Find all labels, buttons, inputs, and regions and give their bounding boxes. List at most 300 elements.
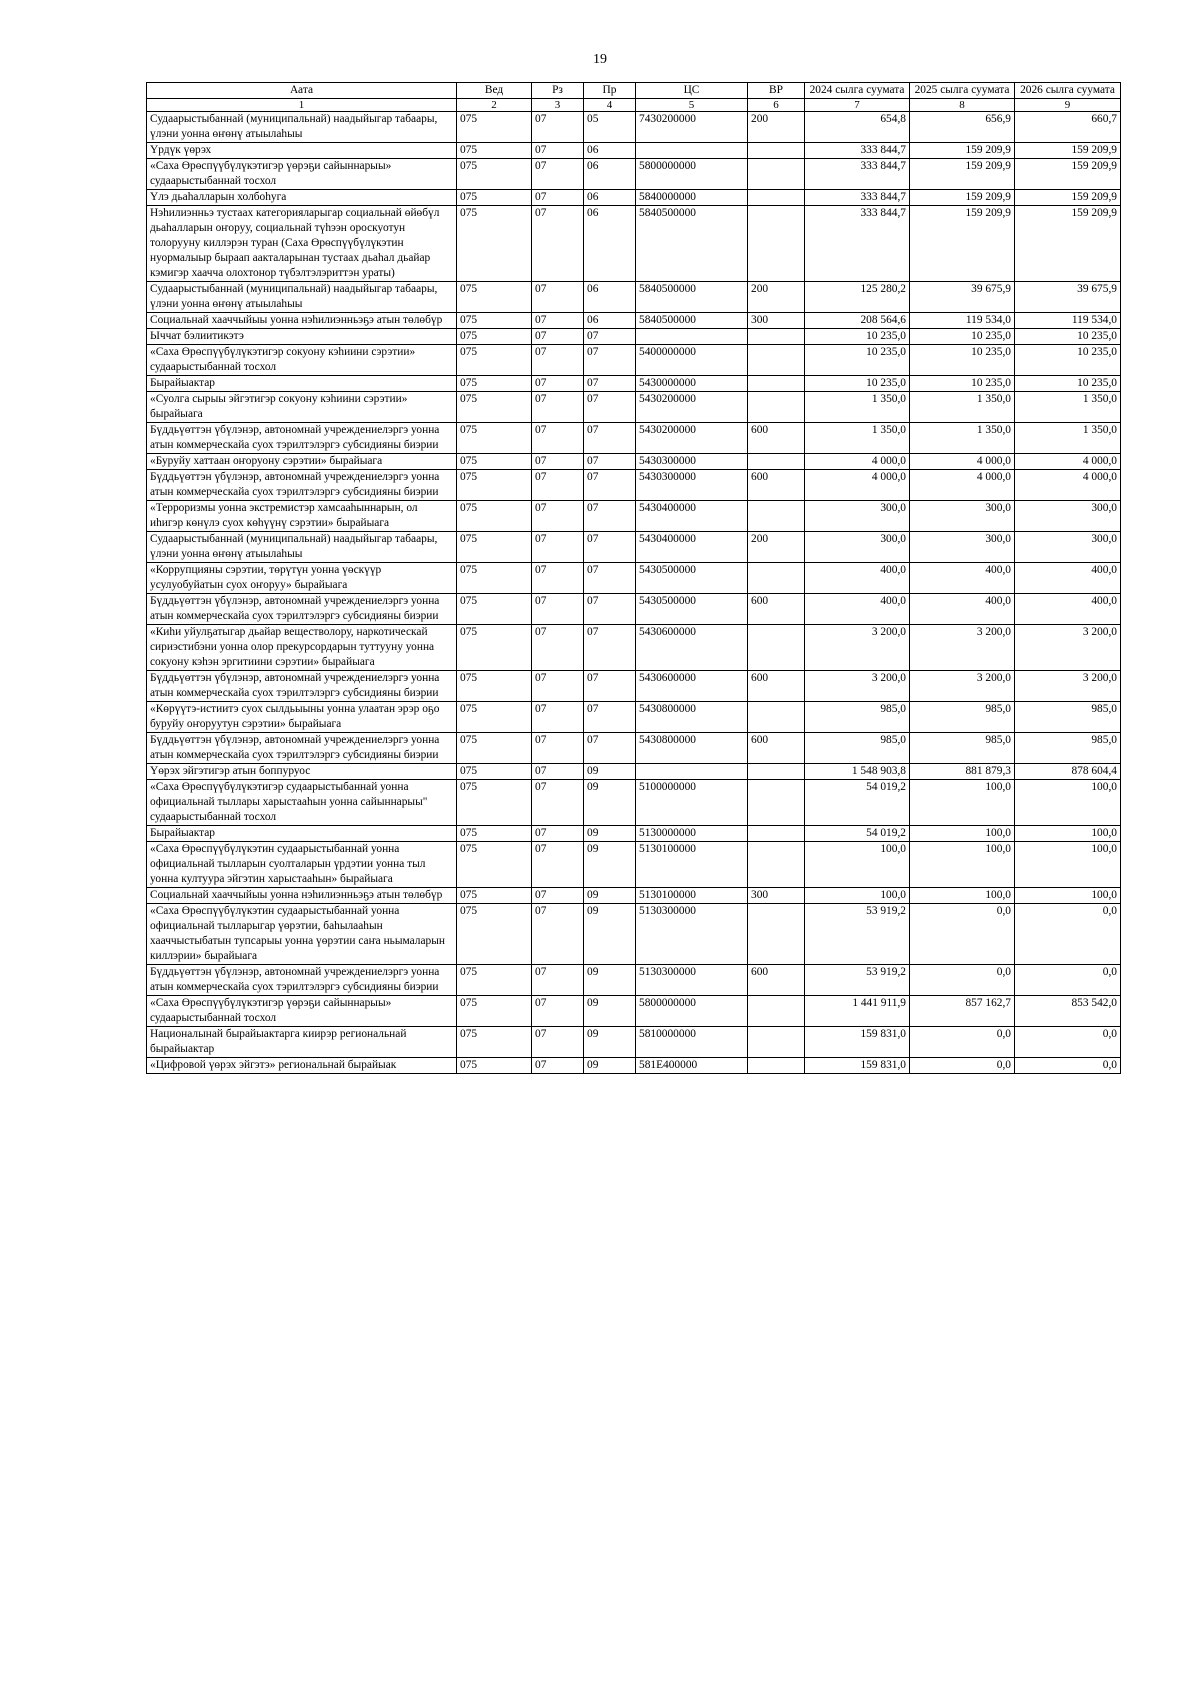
table-row	[147, 625, 1121, 671]
ved-cell: 075	[457, 206, 532, 282]
column-number: 7	[805, 99, 910, 112]
table-row	[147, 159, 1121, 190]
amount-2025-cell: 100,0	[910, 780, 1015, 826]
cs-cell: 581E400000	[636, 1058, 748, 1074]
amount-2025-cell: 10 235,0	[910, 376, 1015, 392]
pr-cell: 07	[584, 625, 636, 671]
amount-2025-cell: 300,0	[910, 532, 1015, 563]
ved-cell: 075	[457, 329, 532, 345]
rz-cell: 07	[532, 764, 584, 780]
amount-2025-cell: 0,0	[910, 904, 1015, 965]
ved-cell: 075	[457, 625, 532, 671]
cs-cell: 5800000000	[636, 159, 748, 190]
cs-cell: 5430000000	[636, 376, 748, 392]
name-cell: «Суолга сырыы эйгэтигэр сокуону кэһиини сэрэтии» бырайыага	[147, 392, 457, 423]
ved-cell: 075	[457, 159, 532, 190]
cs-cell: 5130100000	[636, 888, 748, 904]
name-cell: «Көрүүтэ-истиитэ суох сылдьыыны уонна улаатан эрэр оҕо буруйу оҥоруутун сэрэтии» бырайыага	[147, 702, 457, 733]
pr-cell: 07	[584, 594, 636, 625]
name-cell: Националынай бырайыактарга киирэр региональнай бырайыактар	[147, 1027, 457, 1058]
rz-cell: 07	[532, 842, 584, 888]
vr-cell: 600	[748, 671, 805, 702]
vr-cell	[748, 190, 805, 206]
ved-cell: 075	[457, 904, 532, 965]
table-row	[147, 470, 1121, 501]
pr-cell: 09	[584, 904, 636, 965]
cs-cell: 5800000000	[636, 996, 748, 1027]
rz-cell: 07	[532, 563, 584, 594]
amount-2025-cell: 4 000,0	[910, 454, 1015, 470]
amount-2024-cell: 333 844,7	[805, 143, 910, 159]
amount-2026-cell: 878 604,4	[1015, 764, 1121, 780]
cs-cell: 5430600000	[636, 671, 748, 702]
name-cell: Бырайыактар	[147, 826, 457, 842]
ved-cell: 075	[457, 842, 532, 888]
amount-2025-cell: 985,0	[910, 733, 1015, 764]
table-row	[147, 780, 1121, 826]
amount-2026-cell: 159 209,9	[1015, 190, 1121, 206]
amount-2026-cell: 660,7	[1015, 112, 1121, 143]
rz-cell: 07	[532, 454, 584, 470]
amount-2026-cell: 39 675,9	[1015, 282, 1121, 313]
column-number: 4	[584, 99, 636, 112]
cs-cell: 5430200000	[636, 392, 748, 423]
rz-cell: 07	[532, 1058, 584, 1074]
amount-2026-cell: 3 200,0	[1015, 625, 1121, 671]
amount-2026-cell: 0,0	[1015, 1058, 1121, 1074]
amount-2024-cell: 1 441 911,9	[805, 996, 910, 1027]
table-row	[147, 206, 1121, 282]
name-cell: «Цифровой үөрэх эйгэтэ» региональнай бырайыак	[147, 1058, 457, 1074]
rz-cell: 07	[532, 345, 584, 376]
name-cell: Үлэ дьаһалларын холбоһуга	[147, 190, 457, 206]
rz-cell: 07	[532, 313, 584, 329]
vr-cell	[748, 842, 805, 888]
pr-cell: 09	[584, 996, 636, 1027]
table-row	[147, 392, 1121, 423]
amount-2026-cell: 10 235,0	[1015, 376, 1121, 392]
amount-2024-cell: 54 019,2	[805, 826, 910, 842]
vr-cell	[748, 345, 805, 376]
rz-cell: 07	[532, 671, 584, 702]
cs-cell: 5810000000	[636, 1027, 748, 1058]
cs-cell: 5130300000	[636, 904, 748, 965]
rz-cell: 07	[532, 702, 584, 733]
ved-cell: 075	[457, 454, 532, 470]
header-rz: Рз	[532, 83, 584, 99]
amount-2025-cell: 100,0	[910, 826, 1015, 842]
vr-cell	[748, 206, 805, 282]
rz-cell: 07	[532, 826, 584, 842]
pr-cell: 09	[584, 826, 636, 842]
ved-cell: 075	[457, 888, 532, 904]
ved-cell: 075	[457, 313, 532, 329]
cs-cell: 5100000000	[636, 780, 748, 826]
ved-cell: 075	[457, 826, 532, 842]
amount-2024-cell: 3 200,0	[805, 625, 910, 671]
amount-2026-cell: 159 209,9	[1015, 143, 1121, 159]
cs-cell: 5430400000	[636, 501, 748, 532]
table-row	[147, 842, 1121, 888]
amount-2026-cell: 300,0	[1015, 532, 1121, 563]
vr-cell: 600	[748, 965, 805, 996]
amount-2025-cell: 881 879,3	[910, 764, 1015, 780]
vr-cell	[748, 143, 805, 159]
amount-2026-cell: 0,0	[1015, 904, 1121, 965]
name-cell: Социальнай хааччыйыы уонна нэһилиэнньэҕэ атын төлөбүр	[147, 888, 457, 904]
ved-cell: 075	[457, 501, 532, 532]
cs-cell: 5430400000	[636, 532, 748, 563]
vr-cell: 600	[748, 733, 805, 764]
rz-cell: 07	[532, 733, 584, 764]
ved-cell: 075	[457, 996, 532, 1027]
cs-cell: 5430300000	[636, 454, 748, 470]
pr-cell: 07	[584, 702, 636, 733]
table-row	[147, 594, 1121, 625]
cs-cell: 5400000000	[636, 345, 748, 376]
cs-cell: 5430300000	[636, 470, 748, 501]
ved-cell: 075	[457, 532, 532, 563]
cs-cell: 5840000000	[636, 190, 748, 206]
amount-2024-cell: 300,0	[805, 532, 910, 563]
pr-cell: 09	[584, 1027, 636, 1058]
budget-table	[146, 82, 1121, 1074]
ved-cell: 075	[457, 702, 532, 733]
table-row	[147, 965, 1121, 996]
rz-cell: 07	[532, 625, 584, 671]
column-number: 5	[636, 99, 748, 112]
amount-2025-cell: 159 209,9	[910, 206, 1015, 282]
amount-2025-cell: 119 534,0	[910, 313, 1015, 329]
column-number: 6	[748, 99, 805, 112]
name-cell: «Киһи уйулҕатыгар дьайар веществолору, наркотическай сириэстибэни уонна олор прекурсордарын туттууну уонна сокуону кэһэн эргитиини сэрэтии» бырайыага	[147, 625, 457, 671]
header-2025: 2025 сылга суумата	[910, 83, 1015, 99]
ved-cell: 075	[457, 423, 532, 454]
cs-cell: 5840500000	[636, 282, 748, 313]
amount-2025-cell: 3 200,0	[910, 625, 1015, 671]
amount-2026-cell: 100,0	[1015, 842, 1121, 888]
table-row	[147, 1027, 1121, 1058]
amount-2026-cell: 100,0	[1015, 888, 1121, 904]
amount-2026-cell: 3 200,0	[1015, 671, 1121, 702]
amount-2024-cell: 4 000,0	[805, 454, 910, 470]
pr-cell: 06	[584, 282, 636, 313]
amount-2025-cell: 300,0	[910, 501, 1015, 532]
name-cell: Үрдүк үөрэх	[147, 143, 457, 159]
amount-2026-cell: 10 235,0	[1015, 345, 1121, 376]
column-number: 9	[1015, 99, 1121, 112]
amount-2025-cell: 39 675,9	[910, 282, 1015, 313]
amount-2024-cell: 333 844,7	[805, 206, 910, 282]
vr-cell: 200	[748, 532, 805, 563]
rz-cell: 07	[532, 532, 584, 563]
amount-2025-cell: 0,0	[910, 1058, 1015, 1074]
pr-cell: 07	[584, 470, 636, 501]
rz-cell: 07	[532, 423, 584, 454]
table-body	[147, 112, 1121, 1074]
ved-cell: 075	[457, 1058, 532, 1074]
amount-2024-cell: 100,0	[805, 888, 910, 904]
pr-cell: 07	[584, 329, 636, 345]
name-cell: «Саха Өрөспүүбүлүкэтигэр үөрэҕи сайыннарыы» судаарыстыбаннай тосхол	[147, 159, 457, 190]
vr-cell: 200	[748, 112, 805, 143]
name-cell: Бүддьүөттэн үбүлэнэр, автономнай учреждениелэргэ уонна атын коммерческайа суох тэрилтэлэргэ субсидияны биэрии	[147, 733, 457, 764]
amount-2025-cell: 985,0	[910, 702, 1015, 733]
vr-cell	[748, 826, 805, 842]
rz-cell: 07	[532, 965, 584, 996]
table-row	[147, 702, 1121, 733]
name-cell: «Буруйу хаттаан оҥоруону сэрэтии» бырайыага	[147, 454, 457, 470]
pr-cell: 06	[584, 143, 636, 159]
pr-cell: 07	[584, 532, 636, 563]
rz-cell: 07	[532, 159, 584, 190]
vr-cell: 600	[748, 470, 805, 501]
header-vr: ВР	[748, 83, 805, 99]
amount-2026-cell: 4 000,0	[1015, 470, 1121, 501]
vr-cell: 200	[748, 282, 805, 313]
amount-2026-cell: 1 350,0	[1015, 392, 1121, 423]
ved-cell: 075	[457, 1027, 532, 1058]
amount-2024-cell: 985,0	[805, 733, 910, 764]
pr-cell: 07	[584, 733, 636, 764]
amount-2024-cell: 125 280,2	[805, 282, 910, 313]
name-cell: Бүддьүөттэн үбүлэнэр, автономнай учреждениелэргэ уонна атын коммерческайа суох тэрилтэлэргэ субсидияны биэрии	[147, 671, 457, 702]
pr-cell: 09	[584, 780, 636, 826]
rz-cell: 07	[532, 112, 584, 143]
amount-2024-cell: 10 235,0	[805, 345, 910, 376]
header-cs: ЦС	[636, 83, 748, 99]
ved-cell: 075	[457, 112, 532, 143]
amount-2026-cell: 100,0	[1015, 826, 1121, 842]
amount-2026-cell: 985,0	[1015, 733, 1121, 764]
amount-2025-cell: 0,0	[910, 965, 1015, 996]
table-row	[147, 1058, 1121, 1074]
header-2026: 2026 сылга суумата	[1015, 83, 1121, 99]
amount-2024-cell: 300,0	[805, 501, 910, 532]
rz-cell: 07	[532, 392, 584, 423]
amount-2025-cell: 1 350,0	[910, 392, 1015, 423]
amount-2024-cell: 10 235,0	[805, 329, 910, 345]
amount-2026-cell: 159 209,9	[1015, 159, 1121, 190]
table-row	[147, 329, 1121, 345]
column-number: 3	[532, 99, 584, 112]
vr-cell: 600	[748, 423, 805, 454]
table-row	[147, 501, 1121, 532]
vr-cell	[748, 376, 805, 392]
name-cell: «Саха Өрөспүүбүлүкэтигэр судаарыстыбаннай уонна официальнай тыллары харыстааһын уонна сайыннарыы" судаарыстыбаннай тосхол	[147, 780, 457, 826]
ved-cell: 075	[457, 733, 532, 764]
name-cell: «Коррупцияны сэрэтии, төрүтүн уонна үөскүүр усулуобуйатын суох оҥоруу» бырайыага	[147, 563, 457, 594]
pr-cell: 07	[584, 345, 636, 376]
cs-cell: 5840500000	[636, 206, 748, 282]
name-cell: «Саха Өрөспүүбүлүкэтигэр сокуону кэһиини сэрэтии» судаарыстыбаннай тосхол	[147, 345, 457, 376]
cs-cell: 5130300000	[636, 965, 748, 996]
column-number: 2	[457, 99, 532, 112]
table-row	[147, 282, 1121, 313]
table-row	[147, 888, 1121, 904]
vr-cell	[748, 764, 805, 780]
pr-cell: 05	[584, 112, 636, 143]
rz-cell: 07	[532, 376, 584, 392]
vr-cell	[748, 501, 805, 532]
vr-cell	[748, 625, 805, 671]
cs-cell: 5430600000	[636, 625, 748, 671]
name-cell: «Саха Өрөспүүбүлүкэтин судаарыстыбаннай уонна официальнай тылларын суолталарын үрдэтии уонна тыл уонна култуура эйгэтин харыстааһын» бырайыага	[147, 842, 457, 888]
pr-cell: 07	[584, 501, 636, 532]
amount-2026-cell: 853 542,0	[1015, 996, 1121, 1027]
amount-2024-cell: 400,0	[805, 563, 910, 594]
table-row	[147, 996, 1121, 1027]
vr-cell	[748, 1027, 805, 1058]
pr-cell: 07	[584, 454, 636, 470]
cs-cell: 7430200000	[636, 112, 748, 143]
vr-cell	[748, 563, 805, 594]
pr-cell: 07	[584, 671, 636, 702]
pr-cell: 09	[584, 888, 636, 904]
pr-cell: 09	[584, 1058, 636, 1074]
cs-cell: 5430200000	[636, 423, 748, 454]
amount-2024-cell: 159 831,0	[805, 1058, 910, 1074]
ved-cell: 075	[457, 392, 532, 423]
amount-2025-cell: 100,0	[910, 842, 1015, 888]
amount-2024-cell: 100,0	[805, 842, 910, 888]
amount-2024-cell: 159 831,0	[805, 1027, 910, 1058]
table-row	[147, 454, 1121, 470]
name-cell: Социальнай хааччыйыы уонна нэһилиэнньэҕэ атын төлөбүр	[147, 313, 457, 329]
name-cell: Бүддьүөттэн үбүлэнэр, автономнай учреждениелэргэ уонна атын коммерческайа суох тэрилтэлэргэ субсидияны биэрии	[147, 594, 457, 625]
ved-cell: 075	[457, 376, 532, 392]
pr-cell: 09	[584, 965, 636, 996]
vr-cell	[748, 329, 805, 345]
rz-cell: 07	[532, 888, 584, 904]
amount-2026-cell: 119 534,0	[1015, 313, 1121, 329]
amount-2025-cell: 0,0	[910, 1027, 1015, 1058]
name-cell: «Саха Өрөспүүбүлүкэтин судаарыстыбаннай уонна официальнай тылларыгар үөрэтии, баһылааһын хааччыстыбатын тупсарыы уонна үөрэтии саҥа ньымаларын киллэрии» бырайыага	[147, 904, 457, 965]
table-row	[147, 190, 1121, 206]
table-row	[147, 532, 1121, 563]
table-row	[147, 313, 1121, 329]
rz-cell: 07	[532, 501, 584, 532]
ved-cell: 075	[457, 780, 532, 826]
amount-2026-cell: 4 000,0	[1015, 454, 1121, 470]
amount-2025-cell: 3 200,0	[910, 671, 1015, 702]
amount-2024-cell: 54 019,2	[805, 780, 910, 826]
cs-cell: 5430800000	[636, 733, 748, 764]
ved-cell: 075	[457, 143, 532, 159]
rz-cell: 07	[532, 329, 584, 345]
amount-2024-cell: 1 350,0	[805, 423, 910, 454]
amount-2025-cell: 400,0	[910, 563, 1015, 594]
pr-cell: 07	[584, 423, 636, 454]
rz-cell: 07	[532, 594, 584, 625]
rz-cell: 07	[532, 1027, 584, 1058]
amount-2025-cell: 4 000,0	[910, 470, 1015, 501]
amount-2024-cell: 4 000,0	[805, 470, 910, 501]
amount-2026-cell: 300,0	[1015, 501, 1121, 532]
table-row	[147, 345, 1121, 376]
amount-2024-cell: 208 564,6	[805, 313, 910, 329]
rz-cell: 07	[532, 190, 584, 206]
table-row	[147, 112, 1121, 143]
amount-2026-cell: 0,0	[1015, 965, 1121, 996]
column-number: 8	[910, 99, 1015, 112]
amount-2026-cell: 400,0	[1015, 594, 1121, 625]
rz-cell: 07	[532, 996, 584, 1027]
name-cell: Судаарыстыбаннай (муниципальнай) наадыйыгар табаары, үлэни уонна өҥөнү атыылаһыы	[147, 532, 457, 563]
amount-2026-cell: 400,0	[1015, 563, 1121, 594]
amount-2024-cell: 1 350,0	[805, 392, 910, 423]
table-row	[147, 826, 1121, 842]
amount-2025-cell: 857 162,7	[910, 996, 1015, 1027]
pr-cell: 06	[584, 159, 636, 190]
pr-cell: 06	[584, 313, 636, 329]
rz-cell: 07	[532, 780, 584, 826]
header-ved: Вед	[457, 83, 532, 99]
cs-cell: 5130100000	[636, 842, 748, 888]
name-cell: Бүддьүөттэн үбүлэнэр, автономнай учреждениелэргэ уонна атын коммерческайа суох тэрилтэлэргэ субсидияны биэрии	[147, 965, 457, 996]
column-number-row	[147, 99, 1121, 112]
table-row	[147, 376, 1121, 392]
amount-2026-cell: 0,0	[1015, 1027, 1121, 1058]
amount-2024-cell: 10 235,0	[805, 376, 910, 392]
amount-2026-cell: 10 235,0	[1015, 329, 1121, 345]
name-cell: Бүддьүөттэн үбүлэнэр, автономнай учреждениелэргэ уонна атын коммерческайа суох тэрилтэлэргэ субсидияны биэрии	[147, 423, 457, 454]
vr-cell	[748, 780, 805, 826]
amount-2024-cell: 400,0	[805, 594, 910, 625]
name-cell: Ыччат бэлиитикэтэ	[147, 329, 457, 345]
amount-2025-cell: 159 209,9	[910, 190, 1015, 206]
page-number: 19	[593, 52, 607, 67]
amount-2025-cell: 10 235,0	[910, 345, 1015, 376]
name-cell: Бүддьүөттэн үбүлэнэр, автономнай учреждениелэргэ уонна атын коммерческайа суох тэрилтэлэргэ субсидияны биэрии	[147, 470, 457, 501]
rz-cell: 07	[532, 904, 584, 965]
ved-cell: 075	[457, 190, 532, 206]
amount-2025-cell: 1 350,0	[910, 423, 1015, 454]
vr-cell	[748, 159, 805, 190]
cs-cell: 5840500000	[636, 313, 748, 329]
amount-2024-cell: 985,0	[805, 702, 910, 733]
rz-cell: 07	[532, 206, 584, 282]
amount-2024-cell: 333 844,7	[805, 159, 910, 190]
amount-2025-cell: 400,0	[910, 594, 1015, 625]
amount-2026-cell: 159 209,9	[1015, 206, 1121, 282]
cs-cell: 5430500000	[636, 594, 748, 625]
header-row	[147, 83, 1121, 99]
name-cell: Судаарыстыбаннай (муниципальнай) наадыйыгар табаары, үлэни уонна өҥөнү атыылаһыы	[147, 112, 457, 143]
vr-cell: 300	[748, 888, 805, 904]
name-cell: Бырайыактар	[147, 376, 457, 392]
pr-cell: 09	[584, 842, 636, 888]
ved-cell: 075	[457, 470, 532, 501]
header-pr: Пр	[584, 83, 636, 99]
table-row	[147, 143, 1121, 159]
vr-cell: 300	[748, 313, 805, 329]
cs-cell: 5430800000	[636, 702, 748, 733]
amount-2024-cell: 3 200,0	[805, 671, 910, 702]
name-cell: Үөрэх эйгэтигэр атын боппуруос	[147, 764, 457, 780]
ved-cell: 075	[457, 345, 532, 376]
ved-cell: 075	[457, 594, 532, 625]
column-number: 1	[147, 99, 457, 112]
pr-cell: 06	[584, 190, 636, 206]
vr-cell	[748, 392, 805, 423]
table-row	[147, 904, 1121, 965]
cs-cell	[636, 764, 748, 780]
table-row	[147, 563, 1121, 594]
name-cell: «Саха Өрөспүүбүлүкэтигэр үөрэҕи сайыннарыы» судаарыстыбаннай тосхол	[147, 996, 457, 1027]
amount-2026-cell: 100,0	[1015, 780, 1121, 826]
ved-cell: 075	[457, 764, 532, 780]
